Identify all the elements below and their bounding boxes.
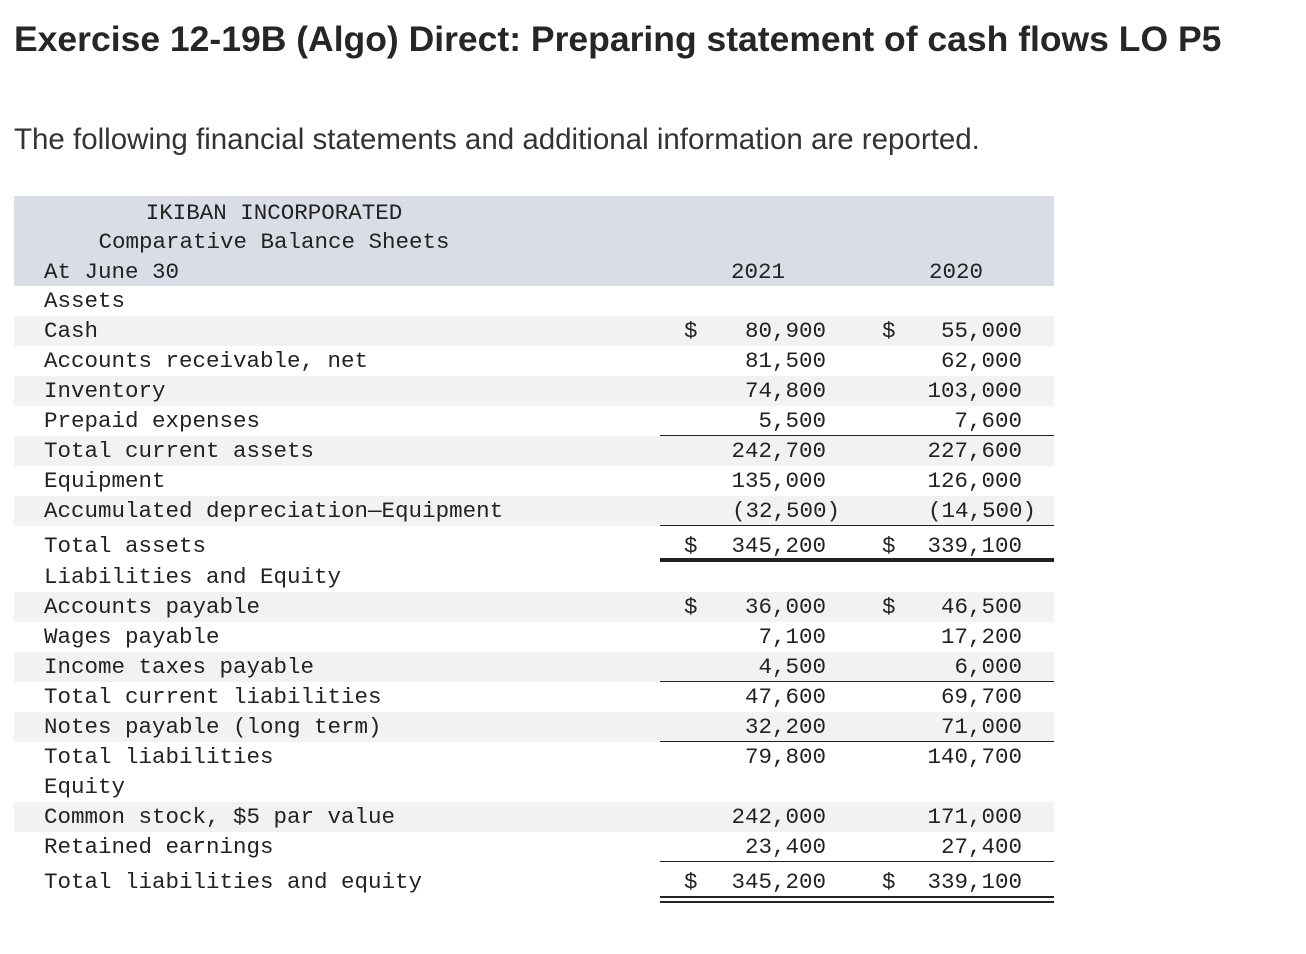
amount-2021-cell bbox=[684, 832, 826, 862]
row-label: Accounts payable bbox=[44, 594, 261, 620]
amount-2021-cell bbox=[684, 712, 826, 742]
amount-2020: 17,200 bbox=[940, 624, 1022, 650]
amount-2021: 79,800 bbox=[744, 744, 826, 770]
table-row bbox=[14, 592, 1054, 622]
amount-2020: 71,000 bbox=[940, 714, 1022, 740]
amount-2021: 47,600 bbox=[744, 684, 826, 710]
period-label: At June 30 bbox=[44, 259, 180, 285]
table-row bbox=[14, 772, 1054, 802]
table-row bbox=[14, 286, 1054, 316]
table-row bbox=[14, 682, 1054, 712]
amount-2020-cell bbox=[882, 832, 1022, 862]
amount-2021-cell bbox=[684, 406, 826, 436]
row-label: Total liabilities bbox=[44, 744, 274, 770]
table-row bbox=[14, 466, 1054, 496]
amount-2021: 80,900 bbox=[744, 318, 826, 344]
currency-symbol: $ bbox=[684, 869, 698, 895]
row-label: Total current liabilities bbox=[44, 684, 382, 710]
amount-2020-cell bbox=[882, 652, 1022, 682]
table-row bbox=[14, 652, 1054, 682]
row-label: Total assets bbox=[44, 533, 207, 559]
amount-2021-cell bbox=[684, 466, 826, 496]
amount-2021-cell bbox=[684, 682, 826, 712]
year-2021-header: 2021 bbox=[730, 259, 785, 285]
table-row bbox=[14, 436, 1054, 466]
company-name: IKIBAN INCORPORATED bbox=[145, 200, 403, 226]
amount-2020: 6,000 bbox=[954, 654, 1022, 680]
amount-2021: 242,000 bbox=[731, 804, 826, 830]
amount-2021: 23,400 bbox=[744, 834, 826, 860]
row-label: Total liabilities and equity bbox=[44, 869, 423, 895]
page-title: Exercise 12-19B (Algo) Direct: Preparing statement of cash flows LO P5 bbox=[14, 19, 1222, 59]
currency-symbol: $ bbox=[882, 533, 896, 559]
amount-2020: 126,000 bbox=[927, 468, 1022, 494]
row-label: Common stock, $5 par value bbox=[44, 804, 396, 830]
statement-name: Comparative Balance Sheets bbox=[98, 229, 450, 255]
amount-2021: 74,800 bbox=[744, 378, 826, 404]
amount-2021: 7,100 bbox=[758, 624, 826, 650]
amount-2020-cell bbox=[882, 496, 1036, 526]
table-row bbox=[14, 742, 1054, 772]
amount-2020-cell bbox=[882, 376, 1022, 406]
amount-2020: 171,000 bbox=[927, 804, 1022, 830]
amount-2020-cell bbox=[882, 712, 1022, 742]
amount-2020: 339,100 bbox=[927, 533, 1022, 559]
amount-2021: 242,700 bbox=[731, 438, 826, 464]
amount-2021-cell bbox=[684, 802, 826, 832]
amount-2021-cell bbox=[684, 867, 826, 897]
amount-2020: 7,600 bbox=[954, 408, 1022, 434]
table-row bbox=[14, 346, 1054, 376]
row-label: Liabilities and Equity bbox=[44, 564, 342, 590]
row-label: Retained earnings bbox=[44, 834, 274, 860]
amount-2021: 345,200 bbox=[731, 869, 826, 895]
amount-2021-cell bbox=[684, 652, 826, 682]
amount-2020-cell bbox=[882, 802, 1022, 832]
amount-2021-cell bbox=[684, 376, 826, 406]
balance-sheet-table bbox=[14, 196, 1054, 898]
currency-symbol: $ bbox=[684, 594, 698, 620]
amount-2020-cell bbox=[882, 466, 1022, 496]
amount-2021-cell bbox=[684, 436, 826, 466]
currency-symbol: $ bbox=[882, 869, 896, 895]
row-label: Prepaid expenses bbox=[44, 408, 261, 434]
amount-2020: 62,000 bbox=[940, 348, 1022, 374]
table-row bbox=[14, 712, 1054, 742]
amount-2020-cell bbox=[882, 346, 1022, 376]
table-header bbox=[14, 196, 1054, 286]
intro-text: The following financial statements and additional information are reported. bbox=[14, 123, 980, 156]
row-label: Assets bbox=[44, 288, 126, 314]
year-2020-header: 2020 bbox=[928, 259, 983, 285]
amount-2021: 32,200 bbox=[744, 714, 826, 740]
amount-2020: 46,500 bbox=[940, 594, 1022, 620]
amount-2020-cell bbox=[882, 406, 1022, 436]
amount-2021-cell bbox=[684, 531, 826, 561]
amount-2021-cell bbox=[684, 742, 826, 772]
table-row bbox=[14, 832, 1054, 862]
amount-2020-cell bbox=[882, 436, 1022, 466]
amount-2021: 5,500 bbox=[758, 408, 826, 434]
amount-2020-cell bbox=[882, 531, 1022, 561]
amount-2020: 227,600 bbox=[927, 438, 1022, 464]
amount-2020-cell bbox=[882, 592, 1022, 622]
row-label: Accumulated depreciation—Equipment bbox=[44, 498, 504, 524]
amount-2021: (32,500) bbox=[731, 498, 840, 524]
currency-symbol: $ bbox=[684, 318, 698, 344]
row-label: Equipment bbox=[44, 468, 166, 494]
row-label: Inventory bbox=[44, 378, 166, 404]
row-label: Total current assets bbox=[44, 438, 315, 464]
row-label: Income taxes payable bbox=[44, 654, 315, 680]
table-row bbox=[14, 802, 1054, 832]
table-body bbox=[14, 286, 1054, 898]
amount-2020-cell bbox=[882, 742, 1022, 772]
amount-2020-cell bbox=[882, 622, 1022, 652]
row-label: Accounts receivable, net bbox=[44, 348, 369, 374]
amount-2021: 345,200 bbox=[731, 533, 826, 559]
table-row bbox=[14, 406, 1054, 436]
table-row bbox=[14, 376, 1054, 406]
amount-2020-cell bbox=[882, 316, 1022, 346]
amount-2021: 135,000 bbox=[731, 468, 826, 494]
table-row bbox=[14, 526, 1054, 562]
currency-symbol: $ bbox=[882, 594, 896, 620]
total-double-rule bbox=[660, 896, 1054, 903]
amount-2021: 4,500 bbox=[758, 654, 826, 680]
table-row bbox=[14, 316, 1054, 346]
row-label: Wages payable bbox=[44, 624, 220, 650]
amount-2020: 55,000 bbox=[940, 318, 1022, 344]
amount-2021-cell bbox=[684, 622, 826, 652]
row-label: Notes payable (long term) bbox=[44, 714, 382, 740]
section-rule bbox=[660, 558, 1054, 560]
amount-2020: 140,700 bbox=[927, 744, 1022, 770]
amount-2020: 27,400 bbox=[940, 834, 1022, 860]
amount-2020: 103,000 bbox=[927, 378, 1022, 404]
row-label: Equity bbox=[44, 774, 126, 800]
table-row bbox=[14, 862, 1054, 898]
amount-2020-cell bbox=[882, 867, 1022, 897]
row-label: Cash bbox=[44, 318, 99, 344]
amount-2021-cell bbox=[684, 496, 840, 526]
amount-2020-cell bbox=[882, 682, 1022, 712]
amount-2021-cell bbox=[684, 316, 826, 346]
amount-2021: 81,500 bbox=[744, 348, 826, 374]
amount-2021: 36,000 bbox=[744, 594, 826, 620]
table-row bbox=[14, 562, 1054, 592]
currency-symbol: $ bbox=[882, 318, 896, 344]
currency-symbol: $ bbox=[684, 533, 698, 559]
amount-2021-cell bbox=[684, 346, 826, 376]
table-row bbox=[14, 496, 1054, 526]
amount-2020: 69,700 bbox=[940, 684, 1022, 710]
amount-2021-cell bbox=[684, 592, 826, 622]
table-row bbox=[14, 622, 1054, 652]
amount-2020: 339,100 bbox=[927, 869, 1022, 895]
amount-2020: (14,500) bbox=[927, 498, 1036, 524]
